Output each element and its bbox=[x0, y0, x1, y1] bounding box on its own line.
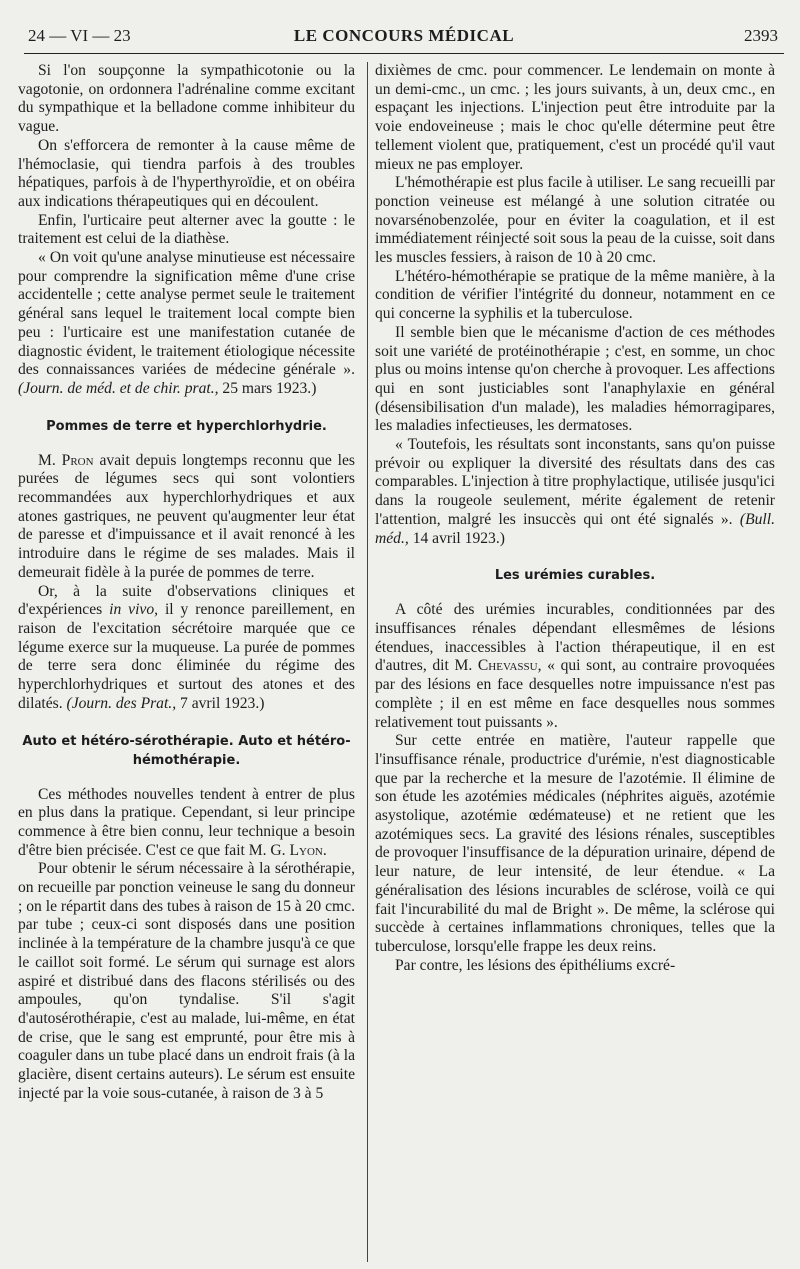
paragraph: L'hétéro-hémothérapie se pratique de la même manière, à la condition de vérifier l'intégrité du donneur, notamment en ce qui concerne la syphilis et la tuberculose. bbox=[375, 267, 775, 323]
quote-text: « Toutefois, les résultats sont inconstants, sans qu'on puisse prévoir ou expliquer la diversité des résultats dans des cas comparables. L'injection à titre prophylactique, utilisée jusqu'ici dans la rougeole seulement, mérite également de retenir l'attention, malgré les insuccès qui ont été signalés ». bbox=[375, 436, 775, 528]
page-number: 2393 bbox=[744, 26, 778, 45]
author-name: Lyon. bbox=[289, 841, 327, 859]
paragraph: Sur cette entrée en matière, l'auteur rappelle que l'insuffisance rénale, productrice d'urémie, n'est diagnosticable que par la recherche et la mesure de l'azotémie. Il élimine de son étude les azotémies médicales (néphrites aiguës, azotémie asystolique, azotémie œdémateuse) et ne retient que les azotémiques secs. La gravité des lésions rénales, susceptibles de provoquer l'insuffisance de la dépuration urinaire, dépend de leur nature, de leur intensité, de leur étendue. « La généralisation des lésions incurables de sclérose, voilà ce qui fait l'incurabilité du mal de Bright ». De même, la sclérose qui succède à certaines inflammations chroniques, telles que la tuberculose, lorsqu'elle frappe les deux reins. bbox=[375, 732, 775, 955]
column-divider bbox=[367, 62, 368, 1262]
section-heading: Auto et hétéro-sérothérapie. Auto et hétéro-hémothérapie. bbox=[22, 733, 351, 768]
issue-date: 24 — VI — 23 bbox=[28, 26, 131, 45]
quote-text: « On voit qu'une analyse minutieuse est nécessaire pour comprendre la signification même d'une crise accidentelle ; cette analyse permet seule le traitement général sans lequel le traitement local compte bien peu : l'urticaire est une manifestation cutanée de diagnostic évident, le traitement étiologique nécessite des connaissances variées de médecine générale ». bbox=[18, 249, 355, 379]
paragraph: Il semble bien que le mécanisme d'action de ces méthodes soit une variété de protéinothérapie ; c'est, en somme, un choc plus ou moins intense qu'on cherche à provoquer. Les affections qui en sont justiciables sont l'anaphylaxie en général (désensibilisation d'un malade), les maladies hémorragipares, les maladies infectieuses, les dermatoses. bbox=[375, 323, 775, 435]
citation-date: 7 avril 1923.) bbox=[180, 694, 265, 712]
paragraph: On s'efforcera de remonter à la cause même de l'hémoclasie, qui tiendra parfois à des troubles hépatiques, parfois à de l'hyperthyroïdie, et on obéira aux indications thérapeutiques qui en découlent. bbox=[18, 136, 355, 210]
right-column bbox=[375, 62, 775, 975]
paragraph: L'hémothérapie est plus facile à utiliser. Le sang recueilli par ponction veineuse est mélangé à une solution citratée ou novarsénobenzolée, pour en éviter la coagulation, et il est immédiatement réinjecté soit sous la peau de la cuisse, soit dans les muscles fessiers, à raison de 10 à 20 cmc. bbox=[375, 174, 775, 267]
section-heading: Pommes de terre et hyperchlorhydrie. bbox=[46, 418, 327, 434]
paragraph: Enfin, l'urticaire peut alterner avec la goutte : le traitement est celui de la diathèse. bbox=[18, 211, 355, 248]
header-rule bbox=[24, 53, 784, 54]
citation-source: (Journ. de méd. et de chir. prat., bbox=[18, 379, 219, 397]
paragraph: Or, à la suite d'observations cliniques et d'expériences in vivo, il y renonce pareillement, en raison de l'excitation sécrétoire marquée que ce légume exerce sur la muqueuse. La purée de pommes de terre sera donc éliminée du régime des hyperchlorhydriques et surtout des atones et des dilatés. (Journ. des Prat., 7 avril 1923.) bbox=[18, 582, 355, 712]
paragraph: A côté des urémies incurables, conditionnées par des insuffisances rénales dépendant ellesmêmes de lésions étendues, inaccessibles à l'action thérapeutique, il en est d'autres, dit M. Chevassu, « qui sont, au contraire provoquées par des lésions en face desquelles notre impuissance n'est pas complète ; il en est même en face desquelles nous sommes relativement tout puissants ». bbox=[375, 601, 775, 731]
journal-title: LE CONCOURS MÉDICAL bbox=[293, 26, 515, 45]
section-heading: Les urémies curables. bbox=[494, 568, 656, 584]
citation-source: (Bull. méd., bbox=[375, 510, 775, 547]
left-column bbox=[18, 62, 355, 1103]
author-name: Pron bbox=[61, 451, 94, 469]
paragraph: dixièmes de cmc. pour commencer. Le lendemain on monte à un demi-cmc., un cmc. ; les jours suivants, à un, deux cmc., en espaçant les injections. L'injection peut être introduite par la voie endoveineuse ; mais le choc qu'elle détermine peut être tellement violent que, pratiquement, c'est un procédé qu'il vaut mieux ne pas employer. bbox=[375, 62, 775, 173]
author-name: Chevassu, bbox=[477, 657, 542, 675]
paragraph: Par contre, les lésions des épithéliums excré- bbox=[395, 956, 676, 974]
paragraph: M. Pron avait depuis longtemps reconnu que les purées de légumes secs qui sont volontiers recommandées aux hyperchlorhydriques et aux atones gastriques, ne peuvent qu'augmenter leur état de paresse et d'impuissance et il avait renoncé à les introduire dans le régime de ses malades. Mais il demeurait fidèle à la purée de pommes de terre. bbox=[18, 451, 356, 581]
citation-date: 25 mars 1923.) bbox=[222, 379, 317, 397]
page-header bbox=[24, 26, 784, 50]
citation-source: (Journ. des Prat., bbox=[66, 694, 177, 712]
paragraph: Si l'on soupçonne la sympathicotonie ou la vagotonie, on ordonnera l'adrénaline comme excitant du sympathique et la belladone comme inhibiteur du vague. bbox=[18, 62, 355, 136]
quote-paragraph bbox=[375, 436, 775, 548]
paragraph: Ces méthodes nouvelles tendent à entrer de plus en plus dans la pratique. Cependant, si leur principe commence à être bien connu, leur technique a besoin d'être bien précisée. C'est ce que fait M. G. Lyon. bbox=[18, 785, 355, 859]
paragraph: Pour obtenir le sérum nécessaire à la sérothérapie, on recueille par ponction veineuse le sang du donneur ; on le répartit dans des tubes à raison de 15 à 20 cmc. par tube ; ceux-ci sont disposés dans une position inclinée à la température de la chambre jusqu'à ce que le caillot soit formé. Le sérum qui surnage est alors aspiré et distribué dans des flacons stérilisés ou des ampoules, qu'on tyndalise. S'il s'agit d'autosérothérapie, c'est au malade, lui-même, en état de crise, que le sang est emprunté, pour être mis à coaguler dans un tube placé dans un endroit frais (à la glacière, disent certains auteurs). Le sérum est ensuite injecté par la voie sous-cutanée, à raison de 3 à 5 bbox=[18, 860, 355, 1102]
italic-term: in vivo, bbox=[109, 601, 159, 619]
citation-date: 14 avril 1923.) bbox=[412, 529, 505, 547]
quote-paragraph bbox=[18, 249, 355, 399]
